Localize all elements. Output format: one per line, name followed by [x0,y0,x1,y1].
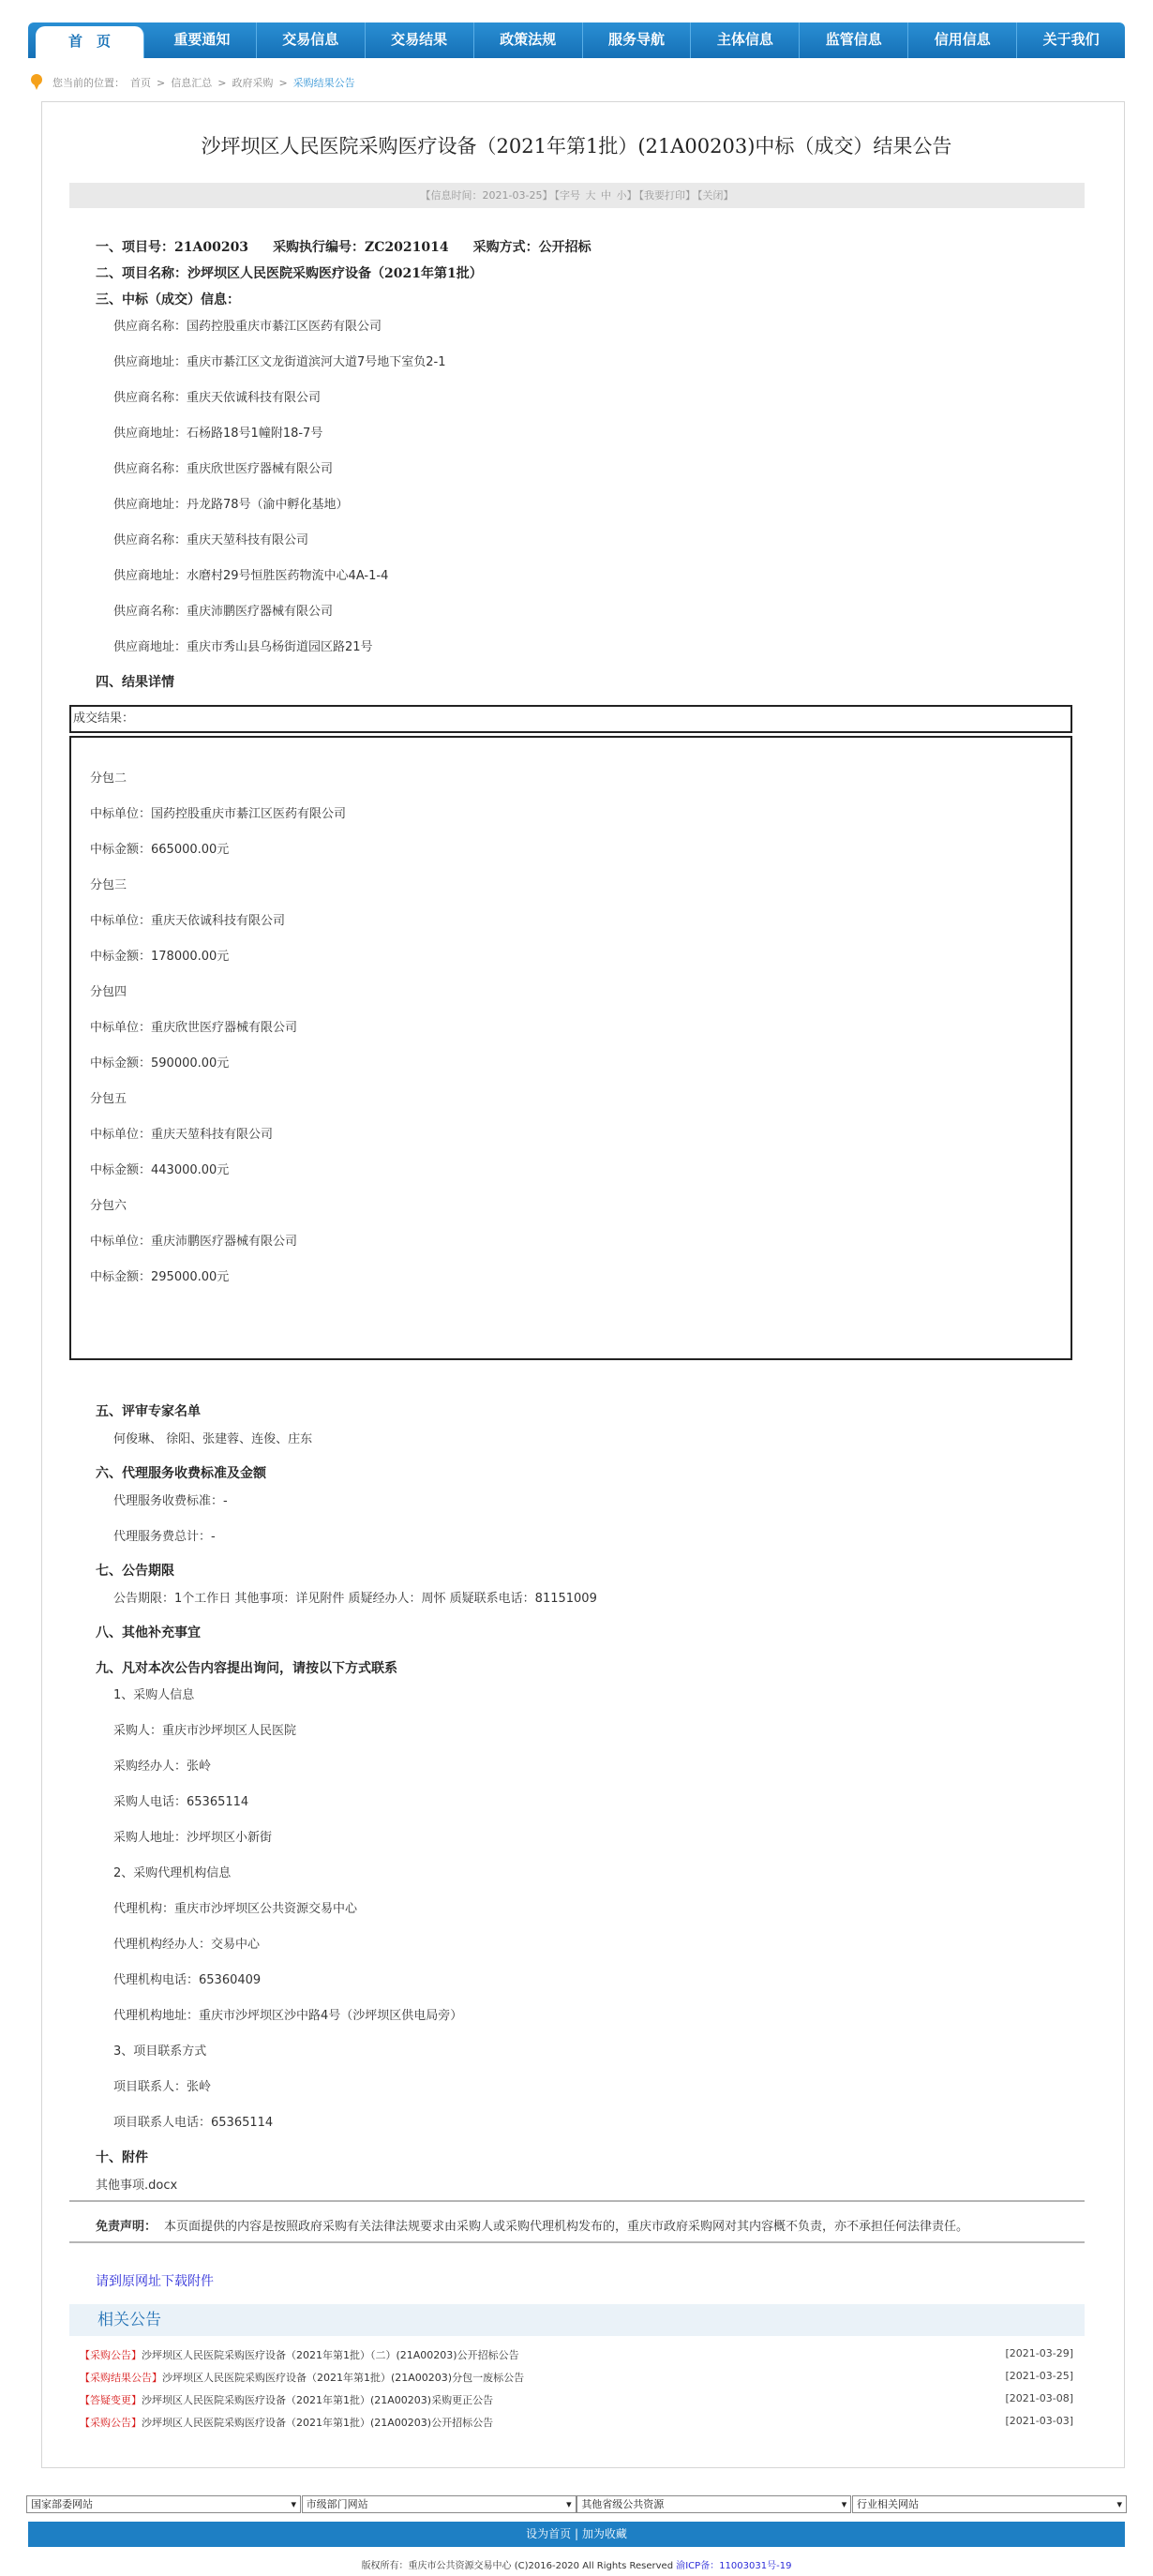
icp-link[interactable]: 渝ICP备：11003031号-19 [676,2561,792,2571]
detail-line: 中标金额：665000.00元 [90,843,230,857]
disclaimer-text: 本页面提供的内容是按照政府采购有关法律法规要求由采购人或采购代理机构发布的，重庆市政府采购网对其内容概不负责，亦不承担任何法律责任。 [164,2220,969,2234]
supplier-line: 供应商地址：重庆市秀山县乌杨街道园区路21号 [113,640,373,654]
section-1 [96,237,616,256]
breadcrumb-home[interactable]: 首页 [130,77,151,89]
related-date: [2021-03-03] [1005,2415,1073,2427]
supplier-line: 供应商名称：重庆欣世医疗器械有限公司 [113,462,334,476]
section-5-heading: 五、评审专家名单 [96,1404,201,1419]
related-text[interactable]: 沙坪坝区人民医院采购医疗设备（2021年第1批）(21A00203)分包一废标公告 [162,2372,525,2384]
announcement-period: 公告期限：1个工作日 其他事项：详见附件 质疑经办人：周怀 质疑联系电话：81151009 [113,1592,597,1606]
contact-line: 2、采购代理机构信息 [113,1866,232,1880]
contact-line: 采购人地址：沙坪坝区小新街 [113,1831,273,1845]
nav-trade-results[interactable]: 交易结果 [366,22,474,58]
copyright-text: 版权所有：重庆市公共资源交易中心 (C)2016-2020 All Rights Reserved [361,2561,677,2571]
supplier-line: 供应商名称：重庆天堃科技有限公司 [113,533,309,547]
font-size-label: 【字号 [554,189,580,202]
detail-line: 中标金额：295000.00元 [90,1270,230,1284]
font-medium-link[interactable]: 中 [600,189,611,202]
close-link[interactable]: 【关闭】 [696,189,734,202]
supplier-line: 供应商地址：水磨村29号恒胜医药物流中心4A-1-4 [113,569,389,583]
section-4-heading: 四、结果详情 [96,675,174,690]
related-tag: 【答疑变更】 [80,2394,142,2406]
nav-about[interactable]: 关于我们 [1042,32,1100,48]
section-7-heading: 七、公告期限 [96,1564,174,1579]
related-text[interactable]: 沙坪坝区人民医院采购医疗设备（2021年第1批）(21A00203)公开招标公告 [142,2417,494,2429]
contact-line: 代理机构地址：重庆市沙坪坝区沙中路4号（沙坪坝区供电局旁） [113,2009,463,2023]
select-other-provinces[interactable]: 其他省级公共资源 ▾ [576,2495,851,2513]
related-text[interactable]: 沙坪坝区人民医院采购医疗设备（2021年第1批）（二）(21A00203)公开招标公告 [142,2349,519,2361]
nav-policies[interactable]: 政策法规 [474,22,583,58]
detail-line: 中标金额：178000.00元 [90,950,230,964]
result-label-box: 成交结果： [69,705,1072,733]
detail-line: 中标单位：重庆欣世医疗器械有限公司 [90,1021,298,1035]
detail-line: 分包四 [90,985,127,999]
download-attachment-link[interactable]: 请到原网址下载附件 [96,2274,214,2289]
breadcrumb-current[interactable]: 采购结果公告 [292,77,355,89]
disclaimer [96,2216,968,2234]
expert-list: 何俊琳、 徐阳、张建蓉、连俊、庄东 [113,1432,313,1446]
contact-line: 代理机构经办人：交易中心 [113,1938,261,1952]
detail-line: 分包三 [90,878,127,892]
related-text[interactable]: 沙坪坝区人民医院采购医疗设备（2021年第1批）(21A00203)采购更正公告 [142,2394,494,2406]
nav-credit[interactable]: 信用信息 [908,22,1017,58]
exec-number: 采购执行编号：ZC2021014 [273,240,449,255]
location-pin-icon [30,74,43,91]
fee-standard: 代理服务收费标准：- [113,1494,228,1508]
nav-home[interactable]: 首 页 [36,26,144,58]
divider [69,2200,1085,2202]
nav-notices[interactable]: 重要通知 [148,22,257,58]
detail-line: 中标单位：重庆沛鹏医疗器械有限公司 [90,1235,298,1249]
contact-line: 采购人：重庆市沙坪坝区人民医院 [113,1724,297,1738]
related-tag: 【采购结果公告】 [80,2372,162,2384]
detail-line: 中标单位：重庆天依诚科技有限公司 [90,914,286,928]
section-2-project-name: 二、项目名称：沙坪坝区人民医院采购医疗设备（2021年第1批） [96,266,483,281]
section-9-heading: 九、凡对本次公告内容提出询问，请按以下方式联系 [96,1661,397,1676]
copyright [0,2557,1153,2571]
related-item[interactable] [80,2370,1073,2385]
section-8-heading: 八、其他补充事宜 [96,1625,201,1640]
contact-line: 采购人电话：65365114 [113,1795,249,1809]
info-bar [69,183,1085,208]
contact-line: 代理机构：重庆市沙坪坝区公共资源交易中心 [113,1902,358,1916]
nav-service-guide[interactable]: 服务导航 [583,22,692,58]
project-number: 一、项目号：21A00203 [96,240,249,255]
supplier-line: 供应商地址：石杨路18号1幢附18-7号 [113,427,323,441]
font-small-link[interactable]: 小】 [616,189,637,202]
contact-line: 1、采购人信息 [113,1688,195,1702]
related-item[interactable] [80,2347,1073,2362]
print-link[interactable]: 【我要打印】 [638,189,696,202]
contact-line: 代理机构电话：65360409 [113,1973,262,1987]
footer-selects [26,2495,1127,2513]
related-tag: 【采购公告】 [80,2417,142,2429]
related-date: [2021-03-08] [1005,2392,1073,2404]
supplier-line: 供应商地址：重庆市綦江区文龙街道滨河大道7号地下室负2-1 [113,355,446,369]
select-industry-sites[interactable]: 行业相关网站 ▾ [852,2495,1127,2513]
font-large-link[interactable]: 大 [585,189,596,202]
contact-line: 3、项目联系方式 [113,2044,207,2059]
breadcrumb-prefix: 您当前的位置： [52,77,125,89]
contact-line: 项目联系人：张岭 [113,2080,212,2094]
page-title: 沙坪坝区人民医院采购医疗设备（2021年第1批）(21A00203)中标（成交）结果公告 [201,135,952,157]
divider [69,2241,1085,2243]
related-date: [2021-03-25] [1005,2370,1073,2382]
nav-entity-info[interactable]: 主体信息 [691,22,800,58]
supplier-line: 供应商名称：重庆天依诚科技有限公司 [113,391,322,405]
detail-line: 分包五 [90,1092,127,1106]
breadcrumb-procurement[interactable]: 政府采购 [232,77,274,89]
breadcrumb: 您当前的位置： 首页 > 信息汇总 > 政府采购 > 采购结果公告 [30,71,361,94]
detail-line: 分包二 [90,771,127,786]
related-title: 相关公告 [97,2311,161,2329]
detail-line: 中标单位：重庆天堃科技有限公司 [90,1128,274,1142]
section-6-heading: 六、代理服务收费标准及金额 [96,1466,266,1481]
main-nav [28,22,1125,58]
section-3-heading: 三、中标（成交）信息： [96,292,240,307]
detail-line: 中标金额：590000.00元 [90,1056,230,1071]
info-time: 【信息时间：2021-03-25】 [420,189,553,202]
detail-line: 中标金额：443000.00元 [90,1163,230,1177]
breadcrumb-summary[interactable]: 信息汇总 [171,77,213,89]
related-item[interactable] [80,2392,1073,2407]
supplier-line: 供应商地址：丹龙路78号（渝中孵化基地） [113,498,349,512]
related-tag: 【采购公告】 [80,2349,142,2361]
supplier-line: 供应商名称：国药控股重庆市綦江区医药有限公司 [113,320,382,334]
procurement-method: 采购方式：公开招标 [472,240,591,255]
attachment-link[interactable]: 其他事项.docx [96,2179,178,2193]
fee-total: 代理服务费总计：- [113,1530,216,1544]
detail-line: 分包六 [90,1199,127,1213]
nav-trade-info[interactable]: 交易信息 [257,22,366,58]
detail-line: 中标单位：国药控股重庆市綦江区医药有限公司 [90,807,347,821]
related-item[interactable] [80,2415,1073,2430]
section-10-heading: 十、附件 [96,2150,148,2165]
disclaimer-label: 免责声明： [96,2220,157,2234]
supplier-line: 供应商名称：重庆沛鹏医疗器械有限公司 [113,605,334,619]
related-date: [2021-03-29] [1005,2347,1073,2359]
contact-line: 项目联系人电话：65365114 [113,2116,274,2130]
select-municipal-departments[interactable]: 市级部门网站 ▾ [302,2495,576,2513]
footer-links[interactable]: 设为首页 | 加为收藏 [28,2522,1125,2547]
nav-supervision[interactable]: 监管信息 [800,22,908,58]
contact-line: 采购经办人：张岭 [113,1760,212,1774]
select-national-ministries[interactable]: 国家部委网站 ▾ [26,2495,301,2513]
related-header [69,2304,1085,2336]
